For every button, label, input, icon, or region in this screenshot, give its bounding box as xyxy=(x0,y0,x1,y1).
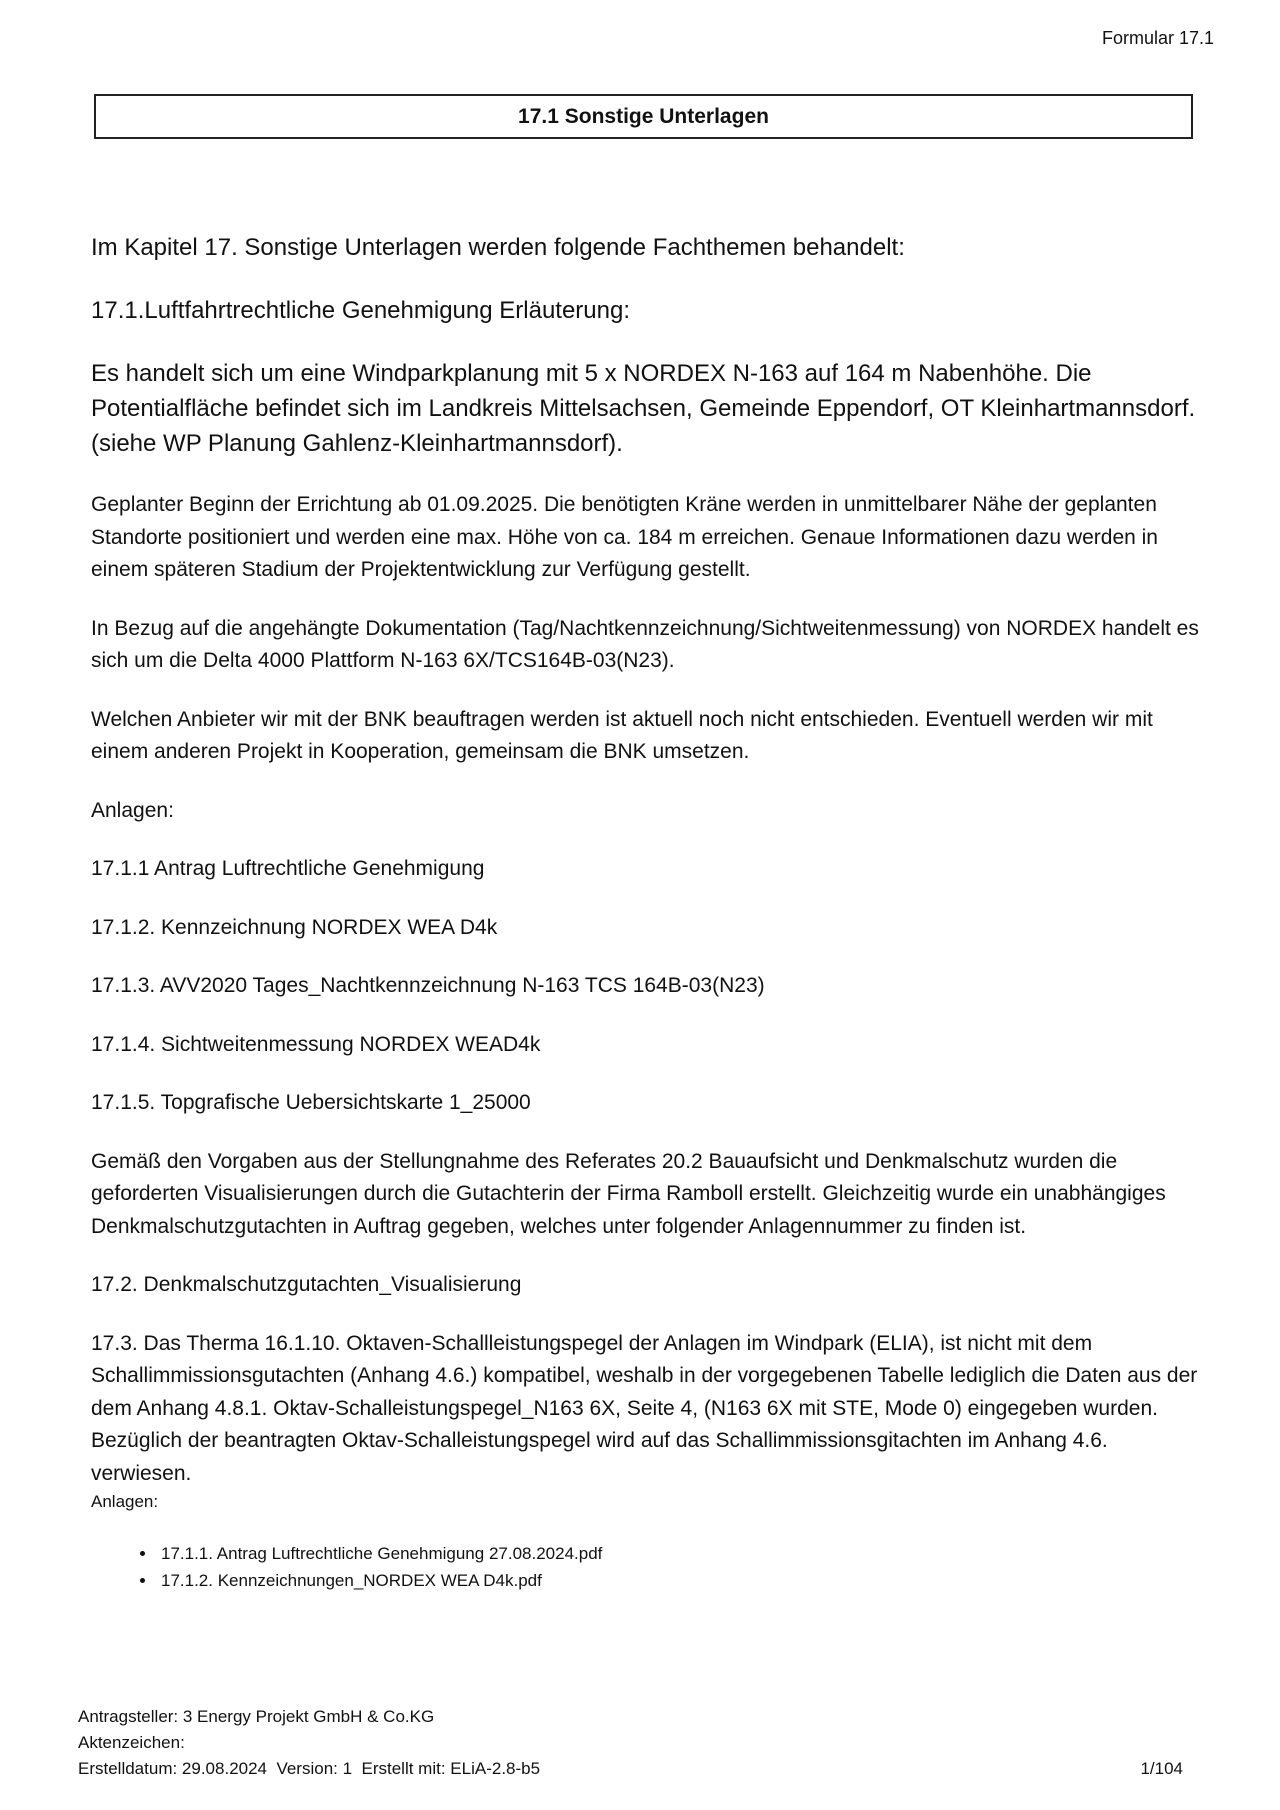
footer-file-number: Aktenzeichen: xyxy=(78,1733,185,1752)
form-label: Formular 17.1 xyxy=(1101,28,1214,48)
attachment-item: • 17.1.1. Antrag Luftrechtliche Genehmigung 27.08.2024.pdf xyxy=(157,1540,1201,1567)
section-17-3: 17.3. Das Therma 16.1.10. Oktaven-Schallleistungspegel der Anlagen im Windpark (ELIA), ist nicht mit dem Schallimmissionsgutachten (Anhang 4.6.) kompatibel, weshalb in der vorgegebenen Tabelle lediglich die Daten aus der dem Anhang 4.8.1. Oktav-Schalleistungspegel_N163 6X, Seite 4, (N163 6X mit STE, Mode 0) eingegeben wurden. Bezüglich der beantragten Oktav-Schalleistungspegel wird auf das Schallimmissionsgitachten im Anhang 4.6. verwiesen. xyxy=(91,1331,1198,1485)
intro-paragraph: Im Kapitel 17. Sonstige Unterlagen werden folgende Fachthemen behandelt: xyxy=(91,234,905,261)
anlagen-item: 17.1.2. Kennzeichnung NORDEX WEA D4k xyxy=(91,915,498,939)
anlagen-item: 17.1.3. AVV2020 Tages_Nachtkennzeichnung N-163 TCS 164B-03(N23) xyxy=(91,974,765,997)
project-description: Es handelt sich um eine Windparkplanung mit 5 x NORDEX N-163 auf 164 m Nabenhöhe. Die Potentialfläche befindet sich im Landkreis Mittelsachsen, Gemeinde Eppendorf, OT Kleinhartmannsdorf. (siehe WP Planung Gahlenz-Kleinhartmannsdorf). xyxy=(91,360,1196,457)
attachment-item: • 17.1.2. Kennzeichnungen_NORDEX WEA D4k.pdf xyxy=(157,1567,1201,1594)
footer-applicant: Antragsteller: 3 Energy Projekt GmbH & Co.KG xyxy=(78,1707,435,1726)
anlagen-item: 17.1.1 Antrag Luftrechtliche Genehmigung xyxy=(91,857,485,880)
monument-protection-paragraph: Gemäß den Vorgaben aus der Stellungnahme des Referates 20.2 Bauaufsicht und Denkmalschutz wurden die geforderten Visualisierungen durch die Gutachterin der Firma Ramboll erstellt. Gleichzeitig wurde ein unabhängiges Denkmalschutzgutachten in Auftrag gegeben, welches unter folgender Anlagennummer zu finden ist. xyxy=(91,1149,1166,1238)
anlagen-label: Anlagen: xyxy=(91,798,174,822)
page-number: 1/104 xyxy=(1140,1759,1183,1778)
footer-meta: Erstelldatum: 29.08.2024 Version: 1 Erstellt mit: ELiA-2.8-b5 xyxy=(78,1759,541,1778)
section-heading: 17.1.Luftfahrtrechtliche Genehmigung Erläuterung: xyxy=(91,297,631,324)
page-footer xyxy=(78,1704,1183,1782)
documentation-reference-paragraph: In Bezug auf die angehängte Dokumentation (Tag/Nachtkennzeichnung/Sichtweitenmessung) von NORDEX handelt es sich um die Delta 4000 Plattform N-163 6X/TCS164B-03(N23). xyxy=(91,616,1199,672)
page-title: 17.1 Sonstige Unterlagen xyxy=(94,94,1193,139)
attachment-list xyxy=(91,1540,1201,1594)
construction-start-paragraph: Geplanter Beginn der Errichtung ab 01.09.2025. Die benötigten Kräne werden in unmittelbarer Nähe der geplanten Standorte positioniert und werden eine max. Höhe von ca. 184 m erreichen. Genaue Informationen dazu werden in einem späteren Stadium der Projektentwicklung zur Verfügung gestellt. xyxy=(91,493,1158,581)
anlagen-item: 17.1.5. Topgrafische Uebersichtskarte 1_25000 xyxy=(91,1091,531,1114)
attachments-label: Anlagen: xyxy=(91,1492,159,1511)
section-17-2: 17.2. Denkmalschutzgutachten_Visualisierung xyxy=(91,1273,522,1296)
anlagen-item: 17.1.4. Sichtweitenmessung NORDEX WEAD4k xyxy=(91,1032,541,1056)
bnk-provider-paragraph: Welchen Anbieter wir mit der BNK beauftragen werden ist aktuell noch nicht entschieden. Eventuell werden wir mit einem anderen Projekt in Kooperation, gemeinsam die BNK umsetzen. xyxy=(91,707,1153,763)
document-body xyxy=(91,230,1201,1594)
